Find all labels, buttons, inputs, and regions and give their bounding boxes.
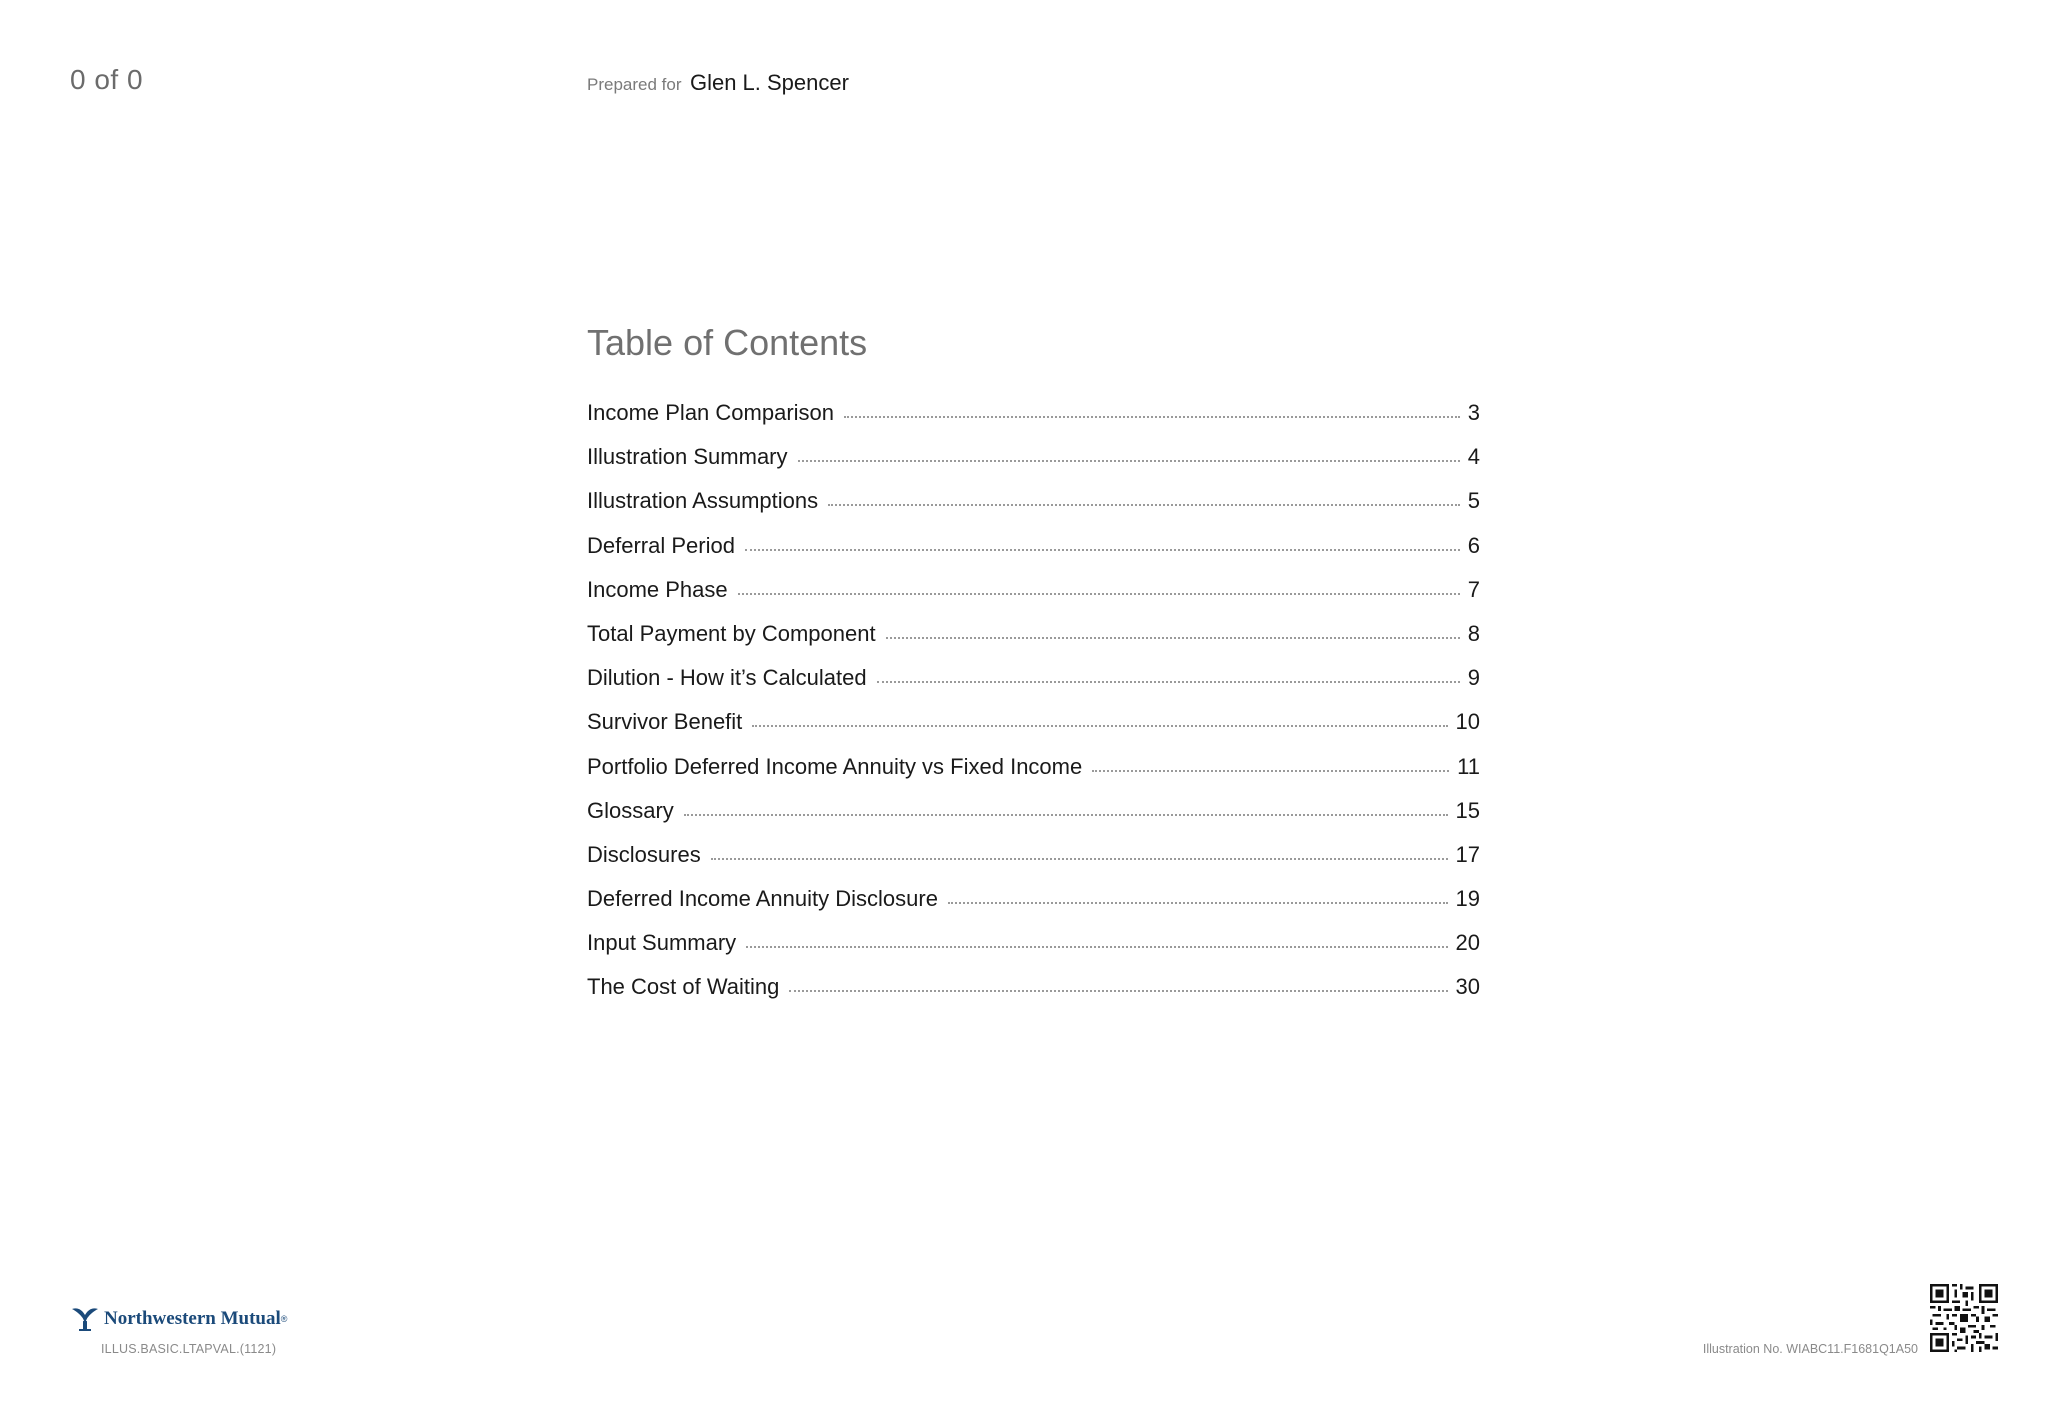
toc-item[interactable]	[587, 974, 1480, 1018]
toc-dot-leader	[684, 814, 1448, 816]
toc-item-page: 17	[1455, 841, 1480, 867]
toc-item[interactable]	[587, 400, 1480, 444]
toc-item-page: 3	[1467, 400, 1480, 425]
toc-item-page: 5	[1467, 488, 1480, 514]
toc-item-page: 15	[1455, 797, 1480, 823]
toc-item[interactable]	[587, 488, 1480, 532]
client-name: Glen L. Spencer	[689, 70, 849, 95]
toc-dot-leader	[1092, 770, 1449, 772]
toc-item-label: Income Plan Comparison	[587, 400, 835, 425]
toc-dot-leader	[886, 637, 1460, 639]
registered-mark: ®	[280, 1314, 288, 1324]
toc-item[interactable]	[587, 665, 1480, 709]
toc-dot-leader	[752, 725, 1447, 727]
toc-item-label: Deferral Period	[587, 532, 735, 558]
form-code: ILLUS.BASIC.LTAPVAL.(1121)	[101, 1342, 277, 1356]
toc-item-page: 7	[1467, 576, 1480, 602]
northwestern-mutual-logo-icon	[70, 1306, 100, 1332]
toc-item[interactable]	[587, 798, 1480, 842]
toc-item-page: 20	[1455, 930, 1480, 956]
logo-wordmark: Northwestern Mutual	[104, 1308, 281, 1329]
toc-item[interactable]	[587, 533, 1480, 577]
toc-item-label: Total Payment by Component	[587, 620, 876, 646]
toc-item-label: Input Summary	[587, 930, 737, 956]
toc-item-label: Survivor Benefit	[587, 709, 743, 735]
toc-item-page: 9	[1467, 665, 1480, 691]
toc-list	[587, 400, 1480, 1019]
toc-item[interactable]	[587, 621, 1480, 665]
toc-item-page: 4	[1467, 444, 1480, 470]
northwestern-mutual-logo	[70, 1306, 287, 1332]
prepared-for	[587, 70, 849, 96]
toc-item-page: 8	[1467, 620, 1480, 646]
toc-item[interactable]	[587, 886, 1480, 930]
toc-item-page: 19	[1455, 886, 1480, 912]
toc-item-page: 11	[1457, 753, 1480, 779]
qr-code-icon	[1930, 1284, 1998, 1352]
illustration-number: Illustration No. WIABC11.F1681Q1A50	[1702, 1342, 1918, 1356]
toc-item[interactable]	[587, 930, 1480, 974]
toc-item-label: The Cost of Waiting	[587, 974, 780, 1000]
toc-item-label: Illustration Summary	[587, 444, 788, 470]
toc-item-label: Illustration Assumptions	[587, 488, 819, 514]
toc-item-page: 10	[1455, 709, 1480, 735]
toc-dot-leader	[828, 504, 1460, 506]
toc-item[interactable]	[587, 754, 1480, 798]
toc-dot-leader	[738, 593, 1460, 595]
toc-item-label: Dilution - How it’s Calculated	[587, 665, 867, 691]
toc-dot-leader	[798, 460, 1460, 462]
toc-dot-leader	[789, 990, 1447, 992]
toc-title: Table of Contents	[587, 322, 868, 363]
toc-item[interactable]	[587, 577, 1480, 621]
toc-item-page: 30	[1455, 974, 1480, 1000]
page-counter: 0 of 0	[70, 64, 144, 95]
toc-item-label: Glossary	[587, 797, 674, 823]
toc-dot-leader	[745, 549, 1460, 551]
toc-dot-leader	[746, 946, 1447, 948]
toc-dot-leader	[877, 681, 1460, 683]
toc-dot-leader	[948, 902, 1448, 904]
toc-item-label: Deferred Income Annuity Disclosure	[587, 886, 938, 912]
toc-item-label: Income Phase	[587, 576, 728, 602]
toc-item[interactable]	[587, 842, 1480, 886]
prepared-for-label: Prepared for	[587, 75, 682, 94]
toc-item[interactable]	[587, 444, 1480, 488]
toc-item-page: 6	[1467, 532, 1480, 558]
toc-dot-leader	[711, 858, 1448, 860]
toc-item-label: Portfolio Deferred Income Annuity vs Fixed Income	[587, 753, 1083, 779]
toc-dot-leader	[844, 416, 1460, 418]
toc-item[interactable]	[587, 709, 1480, 753]
toc-item-label: Disclosures	[587, 841, 701, 867]
